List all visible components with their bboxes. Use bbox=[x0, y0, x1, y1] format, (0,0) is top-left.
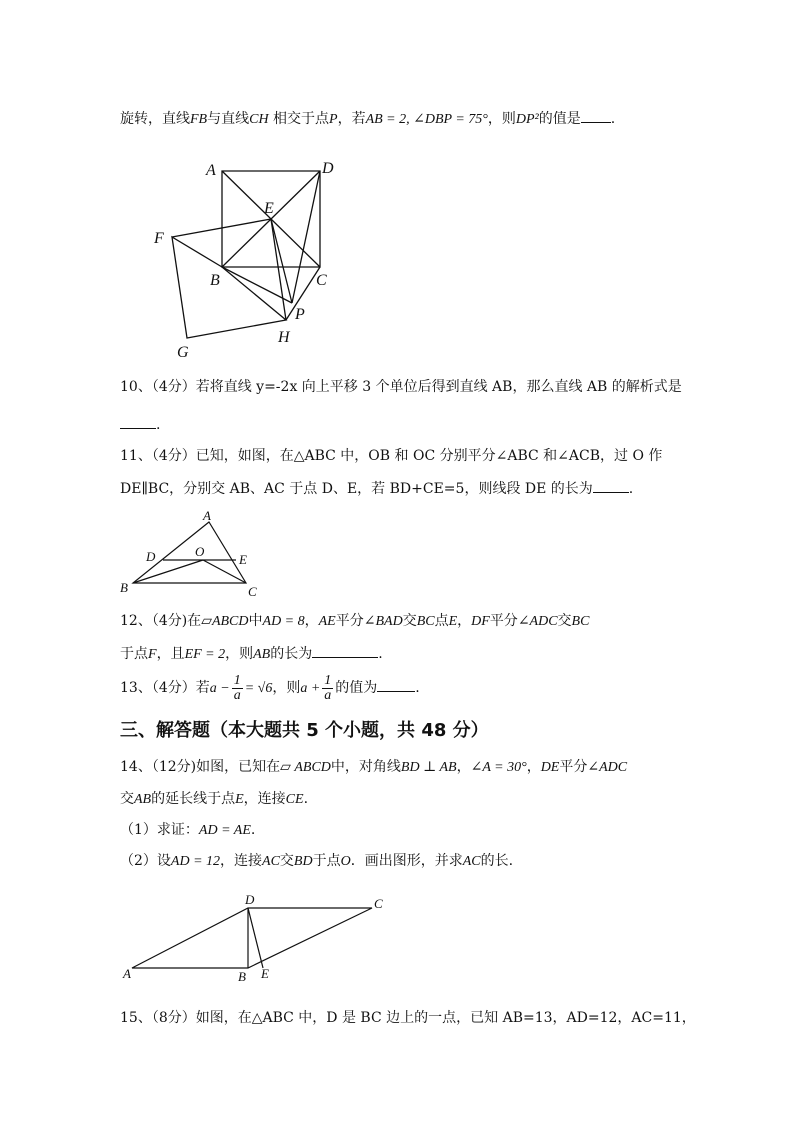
label-A: A bbox=[206, 162, 216, 179]
q12-text-1: 12、（4分)在▱ABCD中AD = 8，AE平分∠BAD交BC点E，DF平分∠ADC交BC bbox=[120, 613, 590, 629]
q10-blank-line: . bbox=[120, 414, 160, 435]
label-A: A bbox=[123, 966, 131, 981]
label-O: O bbox=[195, 544, 205, 559]
label-E: E bbox=[239, 552, 247, 567]
answer-blank bbox=[377, 677, 415, 692]
label-D: D bbox=[146, 549, 156, 564]
figure-square-rotation bbox=[150, 155, 350, 365]
answer-blank bbox=[593, 478, 629, 493]
label-C: C bbox=[248, 584, 257, 599]
label-H: H bbox=[278, 329, 290, 346]
q9-text: 旋转，直线FB与直线CH 相交于点P，若AB = 2, ∠DBP = 75°，则DP²的值是 . bbox=[120, 108, 615, 130]
answer-blank bbox=[120, 414, 156, 429]
q10-text: 10、（4分）若将直线 y=-2x 向上平移 3 个单位后得到直线 AB，那么直线 AB 的解析式是 bbox=[120, 379, 682, 395]
answer-blank bbox=[581, 108, 611, 123]
label-P: P bbox=[295, 306, 305, 323]
label-C: C bbox=[316, 272, 327, 289]
label-B: B bbox=[120, 580, 128, 595]
q14-text-1: 14、（12分)如图，已知在▱ ABCD中，对角线BD ⊥ AB，∠A = 30°，DE平分∠ADC bbox=[120, 759, 628, 775]
q15-text: 15、（8分）如图，在△ABC 中，D 是 BC 边上的一点，已知 AB=13，AD=12，AC=11， bbox=[120, 1010, 696, 1026]
fraction-1-over-a: $\frac{1}{a}$ bbox=[324, 672, 332, 703]
q11-text-1: 11、（4分）已知，如图，在△ABC 中，OB 和 OC 分别平分∠ABC 和∠ACB，过 O 作 bbox=[120, 448, 663, 464]
answer-blank bbox=[312, 643, 378, 658]
label-D: D bbox=[245, 892, 255, 907]
label-B: B bbox=[210, 272, 220, 289]
label-G: G bbox=[177, 344, 189, 361]
fraction-1-over-a: $\frac{1}{a}$ bbox=[233, 672, 241, 703]
q14-part-2: （2）设AD = 12，连接AC交BD于点O．画出图形，并求AC的长. bbox=[120, 853, 514, 869]
label-A: A bbox=[203, 508, 211, 523]
figure-parallelogram bbox=[118, 890, 398, 985]
label-E: E bbox=[264, 200, 274, 217]
label-D: D bbox=[322, 160, 334, 177]
label-B: B bbox=[238, 969, 246, 984]
label-F: F bbox=[154, 230, 164, 247]
q14-text-2: 交AB的延长线于点E，连接CE. bbox=[120, 791, 309, 807]
q11-text-2: DE∥BC，分别交 AB、AC 于点 D、E，若 BD+CE=5，则线段 DE 的长为 . bbox=[120, 478, 633, 499]
section-heading: 三、解答题（本大题共 5 个小题，共 48 分） bbox=[120, 720, 489, 741]
q12-text-2: 于点F，且EF = 2，则AB的长为 . bbox=[120, 643, 383, 665]
q13-text: 13、（4分）若a − $\frac{1}{a}$ = √6，则a + $\frac{1}{a}$ 的值为 . bbox=[120, 672, 420, 703]
figure-triangle-abc bbox=[115, 508, 275, 603]
label-E: E bbox=[261, 966, 269, 981]
label-C: C bbox=[374, 896, 383, 911]
q14-part-1: （1）求证：AD = AE. bbox=[120, 822, 256, 838]
